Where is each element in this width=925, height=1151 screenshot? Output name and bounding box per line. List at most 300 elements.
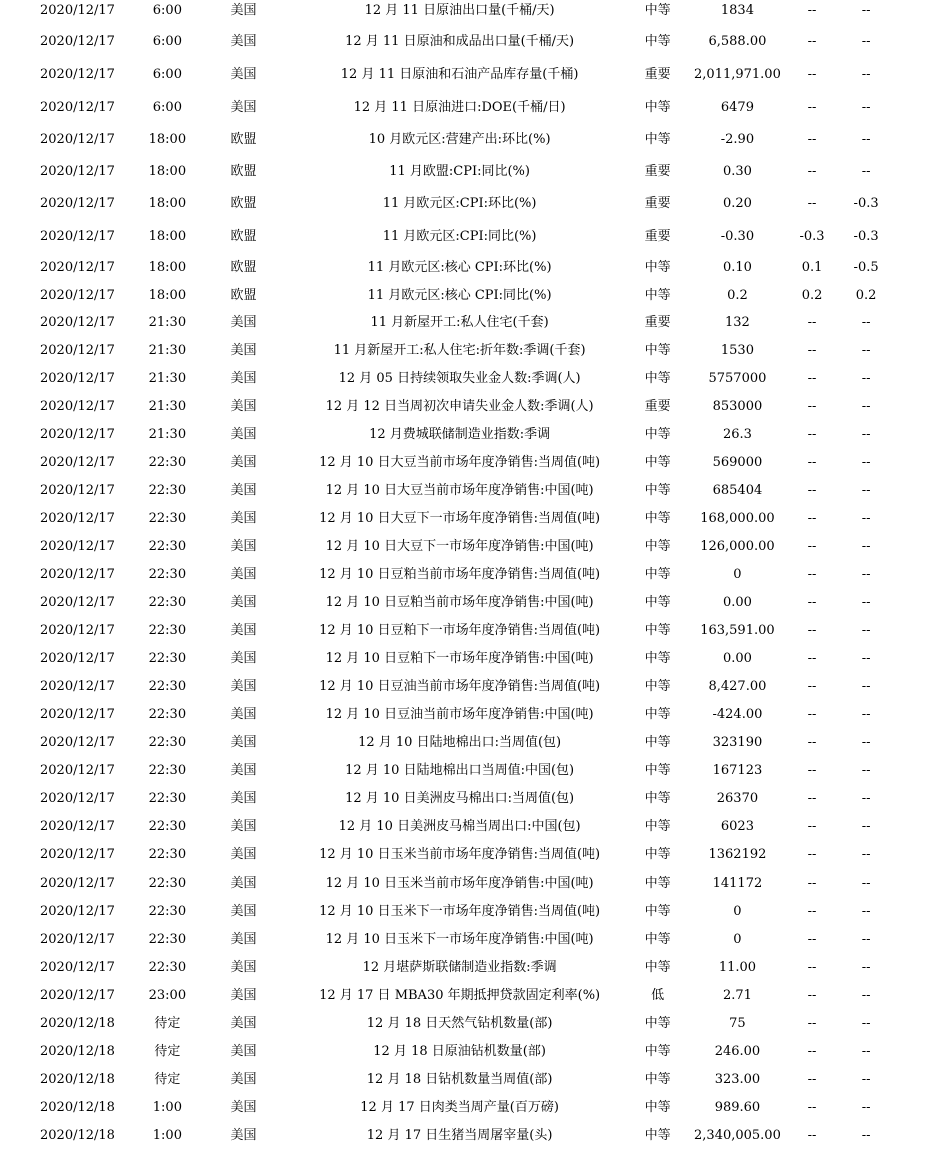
time-cell: 18:00 bbox=[148, 288, 187, 303]
actual-value-cell: 569000 bbox=[712, 455, 763, 470]
date-cell: 2020/12/17 bbox=[40, 707, 115, 722]
event-name-cell: 12 月 10 日陆地棉出口当周值:中国(包) bbox=[345, 763, 575, 778]
actual-value-cell: 75 bbox=[729, 1016, 746, 1031]
time-cell: 21:30 bbox=[148, 427, 187, 442]
importance-cell: 中等 bbox=[644, 1100, 671, 1115]
time-cell: 18:00 bbox=[148, 228, 187, 244]
date-cell: 2020/12/17 bbox=[40, 539, 115, 554]
date-cell: 2020/12/17 bbox=[40, 651, 115, 666]
event-name-cell: 12 月 18 日天然气钻机数量(部) bbox=[366, 1016, 553, 1031]
event-name-cell: 12 月 10 日大豆下一市场年度净销售:中国(吨) bbox=[325, 539, 594, 554]
time-cell: 23:00 bbox=[148, 988, 187, 1003]
forecast-value-cell: -- bbox=[807, 132, 817, 147]
date-cell: 2020/12/17 bbox=[40, 483, 115, 498]
actual-value-cell: 2,011,971.00 bbox=[694, 66, 781, 82]
previous-value-cell: -- bbox=[861, 1128, 871, 1143]
date-cell: 2020/12/17 bbox=[40, 763, 115, 778]
event-name-cell: 11 月欧盟:CPI:同比(%) bbox=[389, 164, 530, 179]
table-row bbox=[12, 757, 897, 785]
event-name-cell: 12 月 10 日大豆当前市场年度净销售:当周值(吨) bbox=[319, 455, 601, 470]
table-row bbox=[12, 337, 897, 365]
region-cell: 美国 bbox=[230, 315, 257, 330]
previous-value-cell: -- bbox=[861, 343, 871, 358]
importance-cell: 中等 bbox=[644, 99, 671, 115]
table-row bbox=[12, 673, 897, 701]
table-row bbox=[12, 533, 897, 561]
time-cell: 6:00 bbox=[152, 66, 182, 82]
region-cell: 美国 bbox=[230, 932, 257, 947]
actual-value-cell: 26370 bbox=[716, 791, 759, 806]
importance-cell: 中等 bbox=[644, 288, 671, 303]
table-row bbox=[12, 729, 897, 757]
time-cell: 1:00 bbox=[152, 1128, 182, 1143]
actual-value-cell: 6479 bbox=[720, 99, 754, 115]
importance-cell: 中等 bbox=[644, 260, 671, 275]
table-row bbox=[12, 982, 897, 1010]
table-row bbox=[12, 283, 897, 309]
date-cell: 2020/12/17 bbox=[40, 371, 115, 386]
actual-value-cell: 26.3 bbox=[722, 427, 752, 442]
actual-value-cell: 853000 bbox=[712, 399, 763, 414]
event-name-cell: 12 月 11 日原油和石油产品库存量(千桶) bbox=[340, 66, 579, 82]
time-cell: 21:30 bbox=[148, 399, 187, 414]
table-row bbox=[12, 813, 897, 841]
forecast-value-cell: -- bbox=[807, 791, 817, 806]
time-cell: 6:00 bbox=[152, 3, 182, 18]
date-cell: 2020/12/17 bbox=[40, 34, 115, 49]
date-cell: 2020/12/17 bbox=[40, 315, 115, 330]
region-cell: 美国 bbox=[230, 960, 257, 975]
forecast-value-cell: -- bbox=[807, 623, 817, 638]
table-row bbox=[12, 1066, 897, 1094]
forecast-value-cell: -- bbox=[807, 315, 817, 330]
importance-cell: 中等 bbox=[644, 1128, 671, 1143]
importance-cell: 中等 bbox=[644, 511, 671, 526]
table-row bbox=[12, 365, 897, 393]
previous-value-cell: -- bbox=[861, 791, 871, 806]
table-row bbox=[12, 954, 897, 982]
region-cell: 美国 bbox=[230, 1100, 257, 1115]
table-row bbox=[12, 561, 897, 589]
forecast-value-cell: -- bbox=[807, 819, 817, 834]
calendar-body bbox=[12, 0, 897, 1150]
economic-calendar-table bbox=[12, 0, 897, 1150]
forecast-value-cell: -- bbox=[807, 735, 817, 750]
event-name-cell: 12 月 10 日大豆下一市场年度净销售:当周值(吨) bbox=[319, 511, 601, 526]
actual-value-cell: 1530 bbox=[720, 343, 754, 358]
forecast-value-cell: -- bbox=[807, 707, 817, 722]
previous-value-cell: -- bbox=[861, 1044, 871, 1059]
time-cell: 22:30 bbox=[148, 679, 187, 694]
time-cell: 21:30 bbox=[148, 371, 187, 386]
time-cell: 22:30 bbox=[148, 904, 187, 919]
actual-value-cell: 6,588.00 bbox=[708, 34, 767, 49]
importance-cell: 重要 bbox=[644, 164, 671, 179]
previous-value-cell: -0.3 bbox=[853, 228, 879, 244]
actual-value-cell: 2.71 bbox=[722, 988, 752, 1003]
importance-cell: 中等 bbox=[644, 651, 671, 666]
previous-value-cell: -- bbox=[861, 427, 871, 442]
table-row bbox=[12, 26, 897, 58]
importance-cell: 中等 bbox=[644, 707, 671, 722]
actual-value-cell: 6023 bbox=[720, 819, 754, 834]
event-name-cell: 12 月堪萨斯联储制造业指数:季调 bbox=[362, 960, 557, 975]
previous-value-cell: -- bbox=[861, 455, 871, 470]
event-name-cell: 11 月欧元区:CPI:同比(%) bbox=[382, 228, 537, 244]
actual-value-cell: 323.00 bbox=[714, 1072, 761, 1087]
region-cell: 美国 bbox=[230, 66, 257, 82]
importance-cell: 中等 bbox=[644, 3, 671, 18]
region-cell: 美国 bbox=[230, 1016, 257, 1031]
forecast-value-cell: -- bbox=[807, 399, 817, 414]
table-row bbox=[12, 253, 897, 283]
importance-cell: 中等 bbox=[644, 763, 671, 778]
table-row bbox=[12, 124, 897, 156]
forecast-value-cell: -- bbox=[807, 196, 817, 211]
time-cell: 6:00 bbox=[152, 34, 182, 49]
table-row bbox=[12, 589, 897, 617]
forecast-value-cell: -- bbox=[807, 567, 817, 582]
region-cell: 欧盟 bbox=[230, 132, 257, 147]
event-name-cell: 12 月 17 日生猪当周屠宰量(头) bbox=[366, 1128, 553, 1143]
forecast-value-cell: -- bbox=[807, 875, 817, 891]
region-cell: 美国 bbox=[230, 735, 257, 750]
time-cell: 22:30 bbox=[148, 707, 187, 722]
table-row bbox=[12, 309, 897, 337]
actual-value-cell: 323190 bbox=[712, 735, 763, 750]
table-row bbox=[12, 841, 897, 869]
actual-value-cell: -2.90 bbox=[720, 132, 755, 147]
actual-value-cell: 0.00 bbox=[722, 595, 752, 610]
date-cell: 2020/12/17 bbox=[40, 399, 115, 414]
event-name-cell: 12 月 10 日大豆当前市场年度净销售:中国(吨) bbox=[325, 483, 594, 498]
forecast-value-cell: -- bbox=[807, 99, 817, 115]
time-cell: 22:30 bbox=[148, 511, 187, 526]
importance-cell: 重要 bbox=[644, 228, 671, 244]
importance-cell: 中等 bbox=[644, 343, 671, 358]
actual-value-cell: 0 bbox=[733, 904, 742, 919]
forecast-value-cell: -- bbox=[807, 483, 817, 498]
forecast-value-cell: -0.3 bbox=[799, 228, 825, 244]
forecast-value-cell: 0.2 bbox=[801, 288, 823, 303]
time-cell: 22:30 bbox=[148, 455, 187, 470]
event-name-cell: 12 月 10 日玉米当前市场年度净销售:中国(吨) bbox=[325, 875, 594, 891]
region-cell: 欧盟 bbox=[230, 260, 257, 275]
date-cell: 2020/12/17 bbox=[40, 3, 115, 18]
date-cell: 2020/12/18 bbox=[40, 1016, 115, 1031]
event-name-cell: 12 月 10 日玉米下一市场年度净销售:当周值(吨) bbox=[319, 904, 601, 919]
previous-value-cell: -- bbox=[861, 1100, 871, 1115]
forecast-value-cell: -- bbox=[807, 595, 817, 610]
region-cell: 美国 bbox=[230, 511, 257, 526]
region-cell: 美国 bbox=[230, 455, 257, 470]
previous-value-cell: -- bbox=[861, 164, 871, 179]
time-cell: 22:30 bbox=[148, 791, 187, 806]
previous-value-cell: -- bbox=[861, 932, 871, 947]
table-row bbox=[12, 188, 897, 220]
previous-value-cell: -- bbox=[861, 132, 871, 147]
time-cell: 21:30 bbox=[148, 315, 187, 330]
time-cell: 22:30 bbox=[148, 483, 187, 498]
region-cell: 美国 bbox=[230, 1072, 257, 1087]
region-cell: 欧盟 bbox=[230, 164, 257, 179]
forecast-value-cell: -- bbox=[807, 455, 817, 470]
importance-cell: 重要 bbox=[644, 66, 671, 82]
region-cell: 美国 bbox=[230, 791, 257, 806]
region-cell: 美国 bbox=[230, 483, 257, 498]
importance-cell: 中等 bbox=[644, 819, 671, 834]
event-name-cell: 12 月 10 日美洲皮马棉出口:当周值(包) bbox=[345, 791, 575, 806]
forecast-value-cell: -- bbox=[807, 679, 817, 694]
previous-value-cell: -- bbox=[861, 511, 871, 526]
table-row bbox=[12, 701, 897, 729]
previous-value-cell: -- bbox=[861, 679, 871, 694]
actual-value-cell: 246.00 bbox=[714, 1044, 761, 1059]
actual-value-cell: 0 bbox=[733, 932, 742, 947]
previous-value-cell: -- bbox=[861, 651, 871, 666]
time-cell: 22:30 bbox=[148, 932, 187, 947]
previous-value-cell: -- bbox=[861, 847, 871, 862]
actual-value-cell: 0.30 bbox=[722, 164, 752, 179]
importance-cell: 重要 bbox=[644, 196, 671, 211]
date-cell: 2020/12/17 bbox=[40, 511, 115, 526]
date-cell: 2020/12/17 bbox=[40, 288, 115, 303]
event-name-cell: 11 月欧元区:核心 CPI:环比(%) bbox=[367, 260, 552, 275]
date-cell: 2020/12/17 bbox=[40, 735, 115, 750]
region-cell: 美国 bbox=[230, 427, 257, 442]
event-name-cell: 12 月费城联储制造业指数:季调 bbox=[369, 427, 551, 442]
date-cell: 2020/12/17 bbox=[40, 960, 115, 975]
actual-value-cell: 168,000.00 bbox=[700, 511, 775, 526]
region-cell: 欧盟 bbox=[230, 228, 257, 244]
previous-value-cell: -- bbox=[861, 567, 871, 582]
time-cell: 1:00 bbox=[152, 1100, 182, 1115]
time-cell: 待定 bbox=[154, 1016, 181, 1031]
previous-value-cell: 0.2 bbox=[855, 288, 877, 303]
time-cell: 18:00 bbox=[148, 196, 187, 211]
time-cell: 22:30 bbox=[148, 847, 187, 862]
region-cell: 美国 bbox=[230, 763, 257, 778]
importance-cell: 中等 bbox=[644, 1072, 671, 1087]
date-cell: 2020/12/17 bbox=[40, 932, 115, 947]
region-cell: 美国 bbox=[230, 1044, 257, 1059]
table-row bbox=[12, 1038, 897, 1066]
region-cell: 美国 bbox=[230, 34, 257, 49]
actual-value-cell: 163,591.00 bbox=[700, 623, 775, 638]
actual-value-cell: 5757000 bbox=[708, 371, 767, 386]
forecast-value-cell: -- bbox=[807, 164, 817, 179]
date-cell: 2020/12/17 bbox=[40, 427, 115, 442]
previous-value-cell: -- bbox=[861, 315, 871, 330]
actual-value-cell: 0.20 bbox=[722, 196, 752, 211]
previous-value-cell: -- bbox=[861, 819, 871, 834]
event-name-cell: 12 月 10 日豆粕下一市场年度净销售:中国(吨) bbox=[325, 651, 594, 666]
previous-value-cell: -- bbox=[861, 623, 871, 638]
region-cell: 美国 bbox=[230, 875, 257, 891]
forecast-value-cell: -- bbox=[807, 427, 817, 442]
actual-value-cell: 11.00 bbox=[718, 960, 757, 975]
region-cell: 美国 bbox=[230, 99, 257, 115]
region-cell: 美国 bbox=[230, 679, 257, 694]
date-cell: 2020/12/17 bbox=[40, 132, 115, 147]
actual-value-cell: 1834 bbox=[720, 3, 754, 18]
event-name-cell: 12 月 10 日豆油当前市场年度净销售:当周值(吨) bbox=[319, 679, 601, 694]
event-name-cell: 12 月 11 日原油进口:DOE(千桶/日) bbox=[353, 99, 566, 115]
date-cell: 2020/12/17 bbox=[40, 791, 115, 806]
event-name-cell: 12 月 10 日豆粕下一市场年度净销售:当周值(吨) bbox=[319, 623, 601, 638]
importance-cell: 中等 bbox=[644, 595, 671, 610]
time-cell: 18:00 bbox=[148, 164, 187, 179]
event-name-cell: 12 月 05 日持续领取失业金人数:季调(人) bbox=[338, 371, 581, 386]
forecast-value-cell: -- bbox=[807, 3, 817, 18]
actual-value-cell: 8,427.00 bbox=[708, 679, 767, 694]
forecast-value-cell: -- bbox=[807, 763, 817, 778]
importance-cell: 中等 bbox=[644, 735, 671, 750]
forecast-value-cell: -- bbox=[807, 371, 817, 386]
event-name-cell: 11 月新屋开工:私人住宅(千套) bbox=[370, 315, 549, 330]
time-cell: 22:30 bbox=[148, 567, 187, 582]
table-row bbox=[12, 1010, 897, 1038]
region-cell: 美国 bbox=[230, 707, 257, 722]
event-name-cell: 12 月 17 日肉类当周产量(百万磅) bbox=[360, 1100, 559, 1115]
forecast-value-cell: -- bbox=[807, 932, 817, 947]
importance-cell: 中等 bbox=[644, 455, 671, 470]
previous-value-cell: -- bbox=[861, 763, 871, 778]
time-cell: 18:00 bbox=[148, 260, 187, 275]
actual-value-cell: 126,000.00 bbox=[700, 539, 775, 554]
forecast-value-cell: -- bbox=[807, 1128, 817, 1143]
event-name-cell: 12 月 10 日豆粕当前市场年度净销售:当周值(吨) bbox=[319, 567, 601, 582]
previous-value-cell: -- bbox=[861, 988, 871, 1003]
importance-cell: 中等 bbox=[644, 904, 671, 919]
event-name-cell: 11 月新屋开工:私人住宅:折年数:季调(千套) bbox=[333, 343, 586, 358]
forecast-value-cell: -- bbox=[807, 34, 817, 49]
date-cell: 2020/12/18 bbox=[40, 1072, 115, 1087]
importance-cell: 中等 bbox=[644, 34, 671, 49]
time-cell: 待定 bbox=[154, 1072, 181, 1087]
date-cell: 2020/12/17 bbox=[40, 196, 115, 211]
forecast-value-cell: -- bbox=[807, 960, 817, 975]
region-cell: 美国 bbox=[230, 343, 257, 358]
date-cell: 2020/12/17 bbox=[40, 847, 115, 862]
time-cell: 22:30 bbox=[148, 623, 187, 638]
time-cell: 6:00 bbox=[152, 99, 182, 115]
importance-cell: 中等 bbox=[644, 623, 671, 638]
previous-value-cell: -- bbox=[861, 904, 871, 919]
event-name-cell: 12 月 10 日豆粕当前市场年度净销售:中国(吨) bbox=[325, 595, 594, 610]
importance-cell: 中等 bbox=[644, 875, 671, 891]
actual-value-cell: 0 bbox=[733, 567, 742, 582]
previous-value-cell: -- bbox=[861, 371, 871, 386]
table-row bbox=[12, 645, 897, 673]
importance-cell: 中等 bbox=[644, 539, 671, 554]
time-cell: 22:30 bbox=[148, 960, 187, 975]
table-row bbox=[12, 449, 897, 477]
previous-value-cell: -- bbox=[861, 34, 871, 49]
forecast-value-cell: -- bbox=[807, 1044, 817, 1059]
importance-cell: 中等 bbox=[644, 1044, 671, 1059]
table-row bbox=[12, 0, 897, 26]
table-row bbox=[12, 898, 897, 926]
region-cell: 美国 bbox=[230, 539, 257, 554]
forecast-value-cell: -- bbox=[807, 1016, 817, 1031]
event-name-cell: 12 月 10 日玉米下一市场年度净销售:中国(吨) bbox=[325, 932, 594, 947]
event-name-cell: 12 月 10 日玉米当前市场年度净销售:当周值(吨) bbox=[319, 847, 601, 862]
time-cell: 22:30 bbox=[148, 763, 187, 778]
event-name-cell: 12 月 10 日美洲皮马棉当周出口:中国(包) bbox=[338, 819, 581, 834]
time-cell: 18:00 bbox=[148, 132, 187, 147]
date-cell: 2020/12/17 bbox=[40, 66, 115, 82]
region-cell: 美国 bbox=[230, 988, 257, 1003]
forecast-value-cell: -- bbox=[807, 904, 817, 919]
table-row bbox=[12, 421, 897, 449]
table-row bbox=[12, 220, 897, 253]
region-cell: 美国 bbox=[230, 651, 257, 666]
actual-value-cell: 2,340,005.00 bbox=[694, 1128, 781, 1143]
time-cell: 22:30 bbox=[148, 735, 187, 750]
table-row bbox=[12, 505, 897, 533]
event-name-cell: 11 月欧元区:CPI:环比(%) bbox=[382, 196, 537, 211]
previous-value-cell: -- bbox=[861, 483, 871, 498]
event-name-cell: 12 月 18 日钻机数量当周值(部) bbox=[366, 1072, 553, 1087]
region-cell: 美国 bbox=[230, 595, 257, 610]
importance-cell: 低 bbox=[651, 988, 665, 1003]
previous-value-cell: -- bbox=[861, 875, 871, 891]
importance-cell: 中等 bbox=[644, 427, 671, 442]
previous-value-cell: -- bbox=[861, 960, 871, 975]
table-row bbox=[12, 393, 897, 421]
actual-value-cell: 0.00 bbox=[722, 651, 752, 666]
region-cell: 欧盟 bbox=[230, 196, 257, 211]
importance-cell: 中等 bbox=[644, 791, 671, 806]
region-cell: 美国 bbox=[230, 371, 257, 386]
previous-value-cell: -- bbox=[861, 539, 871, 554]
importance-cell: 中等 bbox=[644, 371, 671, 386]
importance-cell: 中等 bbox=[644, 132, 671, 147]
region-cell: 美国 bbox=[230, 847, 257, 862]
date-cell: 2020/12/17 bbox=[40, 228, 115, 244]
date-cell: 2020/12/17 bbox=[40, 904, 115, 919]
date-cell: 2020/12/17 bbox=[40, 623, 115, 638]
region-cell: 美国 bbox=[230, 567, 257, 582]
date-cell: 2020/12/17 bbox=[40, 260, 115, 275]
forecast-value-cell: -- bbox=[807, 847, 817, 862]
table-row bbox=[12, 617, 897, 645]
event-name-cell: 12 月 18 日原油钻机数量(部) bbox=[373, 1044, 546, 1059]
event-name-cell: 11 月欧元区:核心 CPI:同比(%) bbox=[367, 288, 552, 303]
actual-value-cell: 141172 bbox=[712, 875, 763, 891]
time-cell: 22:30 bbox=[148, 651, 187, 666]
date-cell: 2020/12/17 bbox=[40, 99, 115, 115]
date-cell: 2020/12/17 bbox=[40, 164, 115, 179]
actual-value-cell: 0.10 bbox=[722, 260, 752, 275]
forecast-value-cell: -- bbox=[807, 1072, 817, 1087]
region-cell: 美国 bbox=[230, 3, 257, 18]
previous-value-cell: -- bbox=[861, 99, 871, 115]
importance-cell: 中等 bbox=[644, 960, 671, 975]
table-row bbox=[12, 869, 897, 898]
table-row bbox=[12, 91, 897, 124]
previous-value-cell: -- bbox=[861, 707, 871, 722]
region-cell: 美国 bbox=[230, 904, 257, 919]
date-cell: 2020/12/17 bbox=[40, 595, 115, 610]
previous-value-cell: -- bbox=[861, 595, 871, 610]
forecast-value-cell: -- bbox=[807, 539, 817, 554]
time-cell: 22:30 bbox=[148, 539, 187, 554]
previous-value-cell: -- bbox=[861, 399, 871, 414]
previous-value-cell: -- bbox=[861, 66, 871, 82]
forecast-value-cell: -- bbox=[807, 988, 817, 1003]
